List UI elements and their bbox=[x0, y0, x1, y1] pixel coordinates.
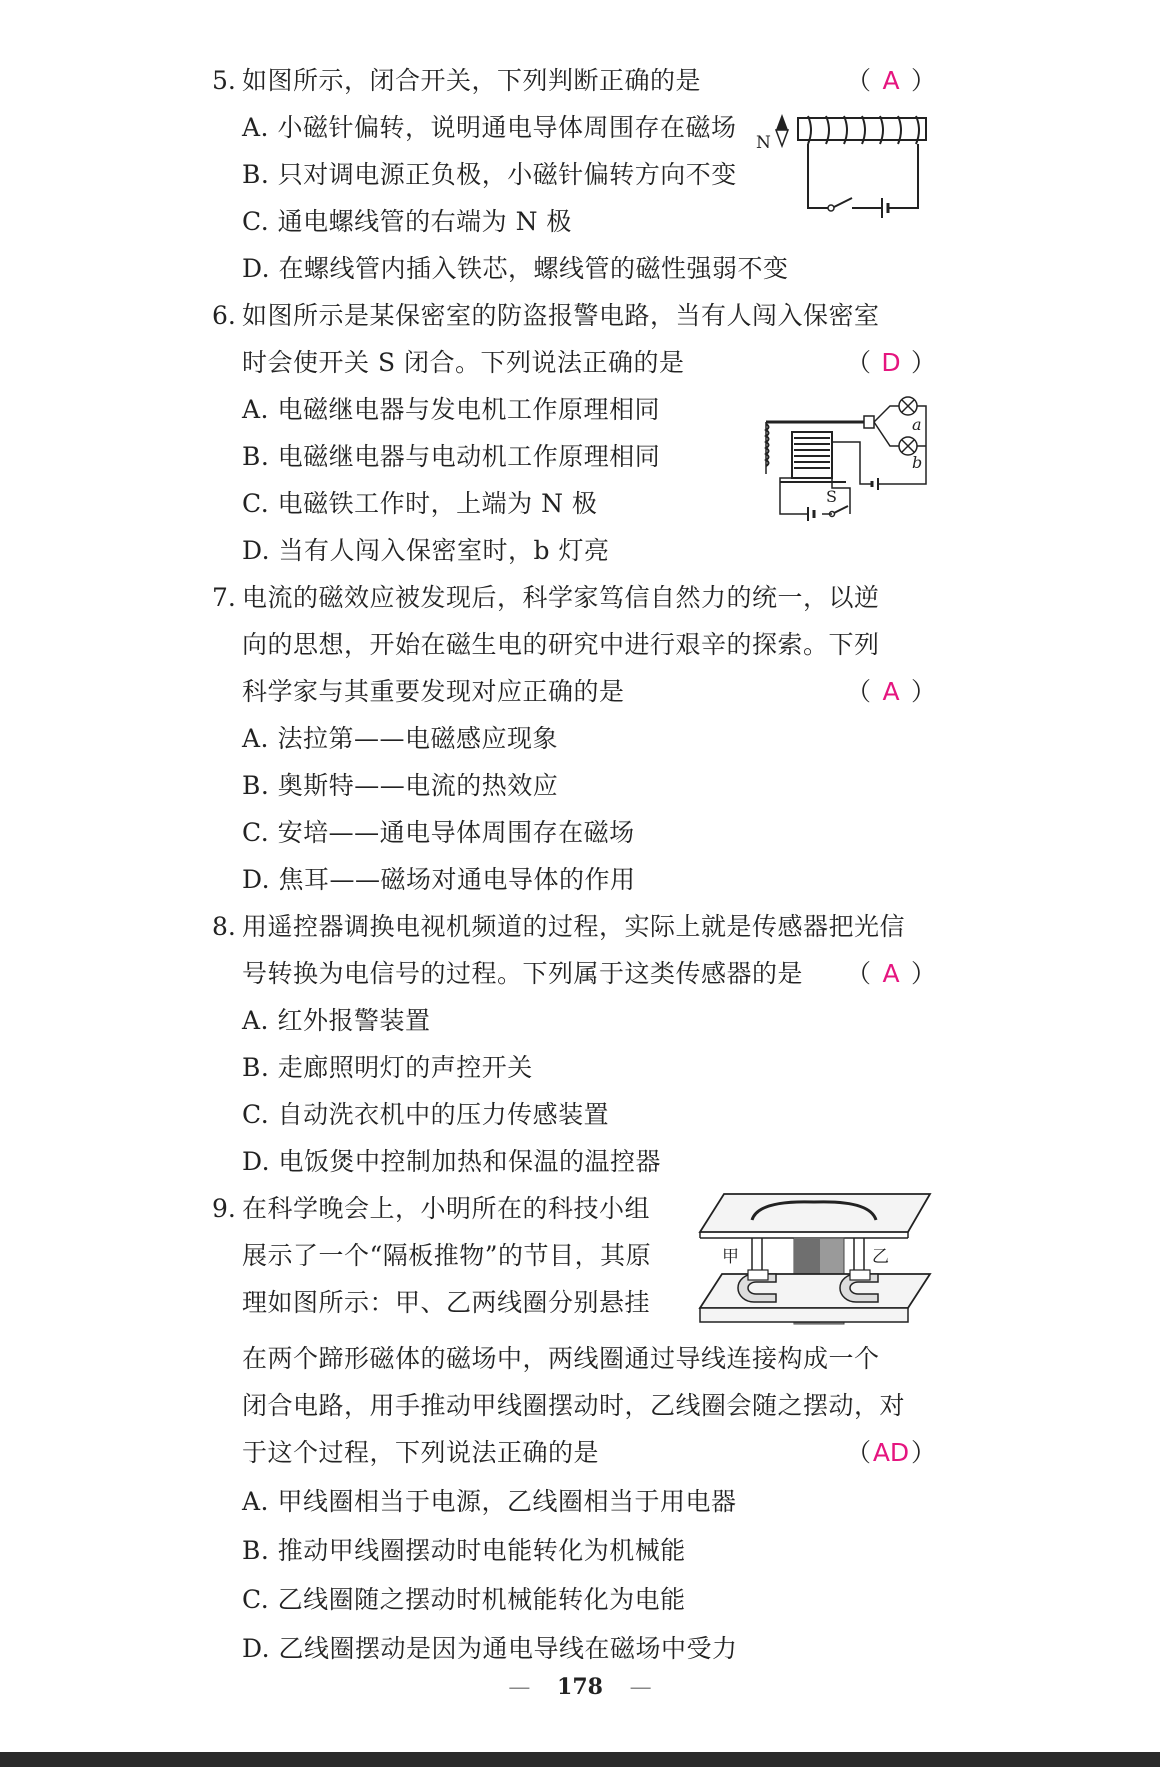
alarm-relay-circuit-figure bbox=[760, 392, 932, 526]
coil-jia bbox=[748, 1270, 768, 1280]
option-a: A. 电磁继电器与发电机工作原理相同 bbox=[242, 395, 660, 424]
answer-value: A bbox=[882, 677, 900, 706]
paren-open: （ bbox=[846, 677, 872, 706]
partition-push-figure bbox=[694, 1190, 934, 1330]
switch-arm bbox=[834, 198, 852, 207]
coil-yi bbox=[850, 1270, 870, 1280]
option-a: A. 甲线圈相当于电源，乙线圈相当于用电器 bbox=[242, 1487, 737, 1516]
solenoid-circuit-figure bbox=[752, 108, 932, 220]
question-number: 9. bbox=[212, 1194, 236, 1223]
paren-open: （ bbox=[846, 959, 872, 988]
option-b: B. 奥斯特——电流的热效应 bbox=[242, 771, 559, 800]
option-c: C. 安培——通电导体周围存在磁场 bbox=[242, 818, 635, 847]
wire-left bbox=[808, 144, 828, 208]
option-d: D. 焦耳——磁场对通电导体的作用 bbox=[242, 865, 636, 894]
coil-circuit-wire bbox=[780, 478, 850, 514]
bottom-board bbox=[700, 1274, 930, 1308]
paren-open: （ bbox=[846, 348, 872, 377]
question-stem-line-1: 用遥控器调换电视机频道的过程，实际上就是传感器把光信 bbox=[242, 912, 906, 941]
question-stem-line-2: 向的思想，开始在磁生电的研究中进行艰辛的探索。下列 bbox=[242, 630, 880, 659]
question-stem: 如图所示，闭合开关，下列判断正确的是 bbox=[242, 66, 702, 95]
option-c: C. 乙线圈随之摆动时机械能转化为电能 bbox=[242, 1585, 686, 1614]
option-b: B. 推动甲线圈摆动时电能转化为机械能 bbox=[242, 1536, 686, 1565]
electromagnet-coils bbox=[794, 438, 830, 468]
answer-value: A bbox=[882, 959, 900, 988]
paren-close: ） bbox=[911, 1438, 937, 1467]
bottom-board-front bbox=[700, 1308, 908, 1322]
switch-s-label: S bbox=[826, 487, 837, 506]
paren-close: ） bbox=[911, 959, 937, 988]
option-b: B. 只对调电源正负极，小磁针偏转方向不变 bbox=[242, 160, 737, 189]
question-number: 5. bbox=[212, 66, 236, 95]
coil-jia-label: 甲 bbox=[722, 1247, 739, 1267]
answer-box bbox=[846, 348, 936, 378]
paren-close: ） bbox=[911, 677, 937, 706]
paren-close: ） bbox=[911, 348, 937, 377]
page-number-value: 178 bbox=[557, 1674, 603, 1700]
question-number: 8. bbox=[212, 912, 236, 941]
solenoid-core bbox=[798, 118, 926, 140]
option-c: C. 自动洗衣机中的压力传感装置 bbox=[242, 1100, 610, 1129]
answer-value: AD bbox=[872, 1438, 910, 1467]
paren-open: （ bbox=[846, 1438, 872, 1467]
answer-box bbox=[846, 1438, 936, 1468]
lamp-b-cross bbox=[902, 440, 914, 452]
compass-needle-north bbox=[776, 114, 788, 130]
lamp-a-label: a bbox=[912, 415, 922, 434]
switch-s-arm bbox=[834, 506, 848, 513]
option-d: D. 在螺线管内插入铁芯，螺线管的磁性强弱不变 bbox=[242, 254, 789, 283]
option-c: C. 电磁铁工作时，上端为 N 极 bbox=[242, 489, 598, 518]
question-stem-line-5: 闭合电路，用手推动甲线圈摆动时，乙线圈会随之摆动，对 bbox=[242, 1391, 906, 1420]
lamp-a-cross bbox=[902, 400, 914, 412]
option-b: B. 电磁继电器与电动机工作原理相同 bbox=[242, 442, 661, 471]
question-stem-line-3: 理如图所示：甲、乙两线圈分别悬挂 bbox=[242, 1288, 651, 1317]
question-stem-line-2: 展示了一个“隔板推物”的节目，其原 bbox=[242, 1241, 652, 1270]
question-stem-line-1: 在科学晚会上，小明所在的科技小组 bbox=[242, 1194, 651, 1223]
coil-yi-label: 乙 bbox=[872, 1247, 889, 1267]
page-number bbox=[0, 1674, 1160, 1700]
relay-contact bbox=[864, 416, 874, 428]
question-number: 6. bbox=[212, 301, 236, 330]
answer-box bbox=[846, 677, 936, 707]
question-stem-line-3: 科学家与其重要发现对应正确的是 bbox=[242, 677, 625, 706]
paren-open: （ bbox=[846, 66, 872, 95]
page-number-dash-left: — bbox=[508, 1675, 531, 1700]
option-c: C. 通电螺线管的右端为 N 极 bbox=[242, 207, 572, 236]
question-stem-line-6: 于这个过程，下列说法正确的是 bbox=[242, 1438, 600, 1467]
question-stem-line-4: 在两个蹄形磁体的磁场中，两线圈通过导线连接构成一个 bbox=[242, 1344, 880, 1373]
option-a: A. 红外报警装置 bbox=[242, 1006, 431, 1035]
option-d: D. 乙线圈摆动是因为通电导线在磁场中受力 bbox=[242, 1634, 738, 1663]
top-board bbox=[700, 1194, 930, 1232]
switch-pivot bbox=[828, 205, 834, 211]
lamp-b-label: b bbox=[912, 453, 923, 472]
answer-box bbox=[846, 959, 936, 989]
wire-right bbox=[888, 144, 918, 208]
compass-needle-south bbox=[776, 130, 788, 146]
bottom-edge-bar bbox=[0, 1752, 1160, 1767]
answer-box bbox=[846, 66, 936, 96]
question-number: 7. bbox=[212, 583, 236, 612]
question-stem-line-1: 电流的磁效应被发现后，科学家笃信自然力的统一，以逆 bbox=[242, 583, 880, 612]
compass-n-label: N bbox=[756, 133, 771, 153]
paren-close: ） bbox=[911, 66, 937, 95]
answer-value: D bbox=[881, 348, 901, 377]
question-stem-line-2: 号转换为电信号的过程。下列属于这类传感器的是 bbox=[242, 959, 804, 988]
answer-value: A bbox=[882, 66, 900, 95]
option-d: D. 当有人闯入保密室时，b 灯亮 bbox=[242, 536, 610, 565]
question-stem-line-2: 时会使开关 S 闭合。下列说法正确的是 bbox=[242, 348, 685, 377]
question-stem-line-1: 如图所示是某保密室的防盗报警电路，当有人闯入保密室 bbox=[242, 301, 880, 330]
control-wiring bbox=[832, 442, 872, 484]
page-number-dash-right: — bbox=[629, 1675, 652, 1700]
option-b: B. 走廊照明灯的声控开关 bbox=[242, 1053, 533, 1082]
option-a: A. 小磁针偏转，说明通电导体周围存在磁场 bbox=[242, 113, 737, 142]
option-a: A. 法拉第——电磁感应现象 bbox=[242, 724, 558, 753]
option-d: D. 电饭煲中控制加热和保温的温控器 bbox=[242, 1147, 662, 1176]
